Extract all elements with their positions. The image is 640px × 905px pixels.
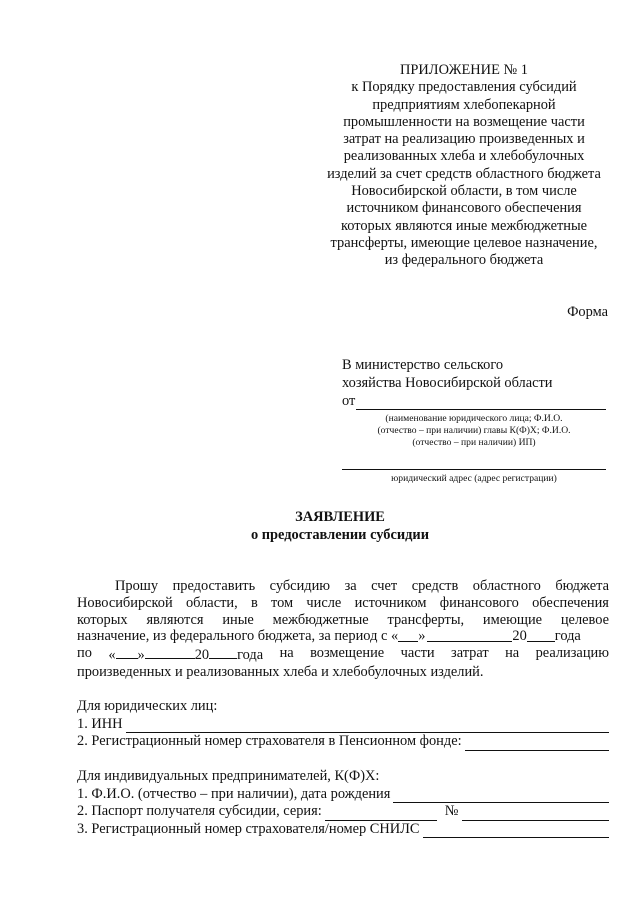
period-end-day-field[interactable] — [116, 645, 138, 659]
appendix-line: которых являются иные межбюджетные — [340, 217, 588, 234]
word: на — [279, 645, 294, 662]
period-end-group — [108, 645, 263, 664]
snils-field[interactable] — [423, 824, 609, 838]
caption-line: (наименование юридического лица; Ф.И.О. — [385, 413, 563, 424]
applicant-name-caption — [342, 413, 606, 449]
word: года — [237, 647, 264, 664]
word: счет — [371, 578, 398, 594]
body-line-6-text: произведенных и реализованных хлеба и хлебобулочных изделий. — [77, 663, 484, 680]
fio-label: 1. Ф.И.О. (отчество – при наличии), дата рождения — [77, 785, 391, 802]
quote-close: » — [137, 647, 145, 664]
snils-row — [77, 821, 609, 839]
addressee-block — [342, 356, 606, 485]
word: возмещение — [310, 645, 385, 662]
addressee-line-1: В министерство сельского — [342, 357, 504, 373]
passport-label: 2. Паспорт получателя субсидии, серия: — [77, 803, 322, 819]
appendix-line: изделий за счет средств областного бюджета — [327, 165, 601, 182]
application-body — [77, 578, 609, 681]
year-prefix: 20 — [512, 628, 527, 645]
word: Прошу — [115, 578, 159, 594]
word: являются — [146, 611, 204, 628]
word: бюджета — [555, 578, 609, 594]
number-sign: № — [444, 803, 459, 819]
appendix-line: ПРИЛОЖЕНИЕ № 1 — [400, 62, 528, 78]
applicant-name-field[interactable] — [356, 395, 606, 410]
legal-entities-section — [77, 698, 609, 751]
quote-close: » — [418, 628, 426, 645]
legal-address-field[interactable] — [342, 449, 606, 470]
snils-label: 3. Регистрационный номер страхователя/номер СНИЛС — [77, 820, 420, 837]
form-label: Форма — [567, 304, 608, 320]
word: средств — [411, 578, 459, 594]
appendix-line: источником финансового обеспечения — [346, 200, 582, 217]
legal-entities-heading: Для юридических лиц: — [77, 698, 218, 714]
appendix-line: промышленности на возмещение части — [343, 113, 585, 130]
appendix-line: трансферты, имеющие целевое назначение, — [330, 234, 598, 251]
word: областного — [472, 578, 541, 594]
word: области, — [185, 594, 238, 611]
body-line-5 — [77, 645, 609, 664]
quote-open: « — [108, 647, 116, 664]
individual-heading: Для индивидуальных предпринимателей, К(Ф)Х: — [77, 768, 380, 784]
period-start-month-field[interactable] — [427, 628, 512, 642]
period-start-text: назначение, из федерального бюджета, за период с « — [77, 628, 399, 645]
word: имеющие — [482, 611, 543, 628]
word: источником — [354, 594, 427, 611]
word: Новосибирской — [77, 594, 173, 611]
inn-field[interactable] — [126, 719, 609, 733]
pfr-number-field[interactable] — [465, 737, 609, 751]
legal-address-caption: юридический адрес (адрес регистрации) — [391, 473, 557, 484]
word: предоставить — [172, 578, 256, 594]
individual-entrepreneurs-section — [77, 768, 609, 838]
appendix-header — [308, 62, 620, 270]
word: трансферты, — [387, 611, 465, 628]
word: субсидию — [269, 578, 331, 594]
appendix-line: к Порядку предоставления субсидий — [351, 79, 577, 96]
word: обеспечения — [532, 594, 609, 611]
word: по — [77, 645, 92, 662]
appendix-line: из федерального бюджета — [384, 252, 544, 269]
word: иные — [222, 611, 254, 628]
word: за — [344, 578, 357, 594]
appendix-line: реализованных хлеба и хлебобулочных — [343, 148, 585, 165]
body-line-2 — [77, 595, 609, 612]
pfr-row — [77, 733, 609, 751]
caption-line: (отчество – при наличии) главы К(Ф)Х; Ф.И.О. — [377, 425, 571, 436]
passport-number-field[interactable] — [462, 807, 610, 821]
inn-label: 1. ИНН — [77, 715, 123, 732]
appendix-line: Новосибирской области, в том числе — [351, 183, 577, 200]
period-end-year-field[interactable] — [209, 645, 237, 659]
year-word: года — [554, 628, 581, 645]
word: реализацию — [535, 645, 609, 662]
inn-row — [77, 716, 609, 734]
word: части — [400, 645, 435, 662]
word: финансового — [439, 594, 519, 611]
fio-birthdate-field[interactable] — [393, 789, 609, 803]
word: которых — [77, 611, 128, 628]
word: целевое — [560, 611, 609, 628]
period-start-year-field[interactable] — [527, 628, 555, 642]
from-label: от — [342, 393, 356, 409]
word: на — [505, 645, 520, 662]
body-line-3 — [77, 612, 609, 629]
year-prefix: 20 — [194, 647, 210, 664]
period-end-month-field[interactable] — [145, 645, 195, 659]
word: том — [271, 594, 294, 611]
period-start-day-field[interactable] — [398, 628, 418, 642]
caption-line: (отчество – при наличии) ИП) — [412, 437, 536, 448]
word: межбюджетные — [272, 611, 369, 628]
appendix-line: предприятиям хлебопекарной — [372, 96, 556, 113]
body-line-1 — [77, 578, 609, 595]
body-line-6 — [77, 664, 609, 681]
passport-row — [77, 803, 609, 821]
body-line-4 — [77, 628, 609, 645]
document-title — [0, 508, 640, 544]
pfr-label: 2. Регистрационный номер страхователя в Пенсионном фонде: — [77, 733, 462, 749]
title-main: ЗАЯВЛЕНИЕ — [295, 509, 385, 525]
fio-row — [77, 786, 609, 804]
title-sub: о предоставлении субсидии — [250, 527, 430, 543]
word: затрат — [451, 645, 489, 662]
word: в — [250, 594, 258, 611]
appendix-line: затрат на реализацию произведенных и — [343, 131, 585, 148]
from-row — [342, 392, 606, 410]
passport-series-field[interactable] — [325, 807, 437, 821]
addressee-line-2: хозяйства Новосибирской области — [342, 375, 553, 391]
word: числе — [306, 594, 342, 611]
